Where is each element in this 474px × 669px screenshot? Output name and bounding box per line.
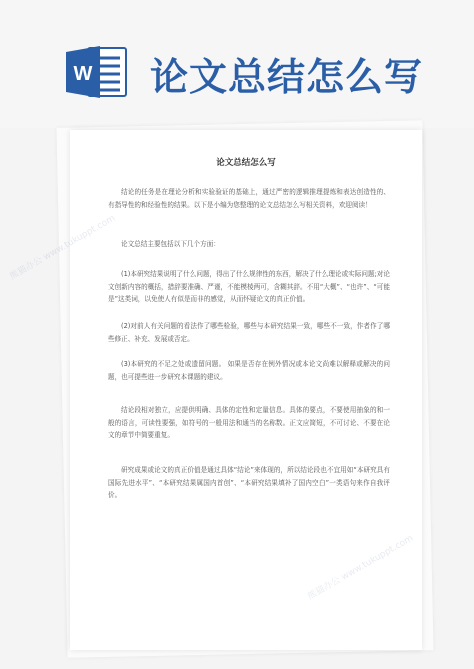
paragraph-intro: 结论的任务是在理论分析和实验验证的基础上，通过严密的逻辑推理提炼和表达创造性的、有指导性的和经验性的结果。以下是小编为您整理的论文总结怎么写相关资料，欢迎阅读！	[108, 188, 390, 209]
paragraph-point-2: (2)对前人有关问题的看法作了哪些检验，哪些与本研究结果一致，哪些不一致，作者作了哪些修正、补充、发展或否定。	[108, 322, 390, 343]
watermark: 熊猫办公	[8, 255, 45, 283]
page-header	[0, 0, 474, 128]
paragraph-conclusion-style: 结论段相对独立，应提供明确、具体的定性和定量信息。具体的要点，不要使用抽象的和一般的语言，可读性要强，如符号的一般用法和通当的名称数。正文应简短，不可讨论、不要在论文的章节中简要重复。	[108, 406, 390, 439]
document-page	[70, 130, 422, 650]
header-title: 论文总结怎么写	[150, 55, 424, 99]
document-title: 论文总结怎么写	[216, 158, 276, 168]
paragraph-point-1: (1)本研究结果说明了什么问题，得出了什么规律性的东西，解决了什么理论或实际问题;对论文创新内容的概括，措辞要准确、严谨，不能模棱两可，含糊其辞。不用“大概”、“也许”、“可能是”这类词，以免使人有似是而非的感觉，从而怀疑论文的真正价值。	[108, 270, 390, 303]
word-document-icon	[66, 44, 128, 100]
logo-letter: W	[73, 63, 93, 85]
paragraph-aspects: 论文总结主要包括以下几个方面：	[121, 240, 220, 248]
paragraph-value: 研究成果或论文的真正价值是通过具体“结论”来体现的，所以结论段也不宜用如“本研究具有国际先进水平”、“本研究结果属国内首创”、“本研究结果填补了国内空白”一类语句来作自我评价。	[108, 466, 390, 499]
paragraph-point-3: (3)本研究的不足之处或遗留问题。 如果是否存在例外情况或本论文尚难以解释或解决的问题，也可提些进一步研究本课题的建议。	[108, 360, 390, 381]
